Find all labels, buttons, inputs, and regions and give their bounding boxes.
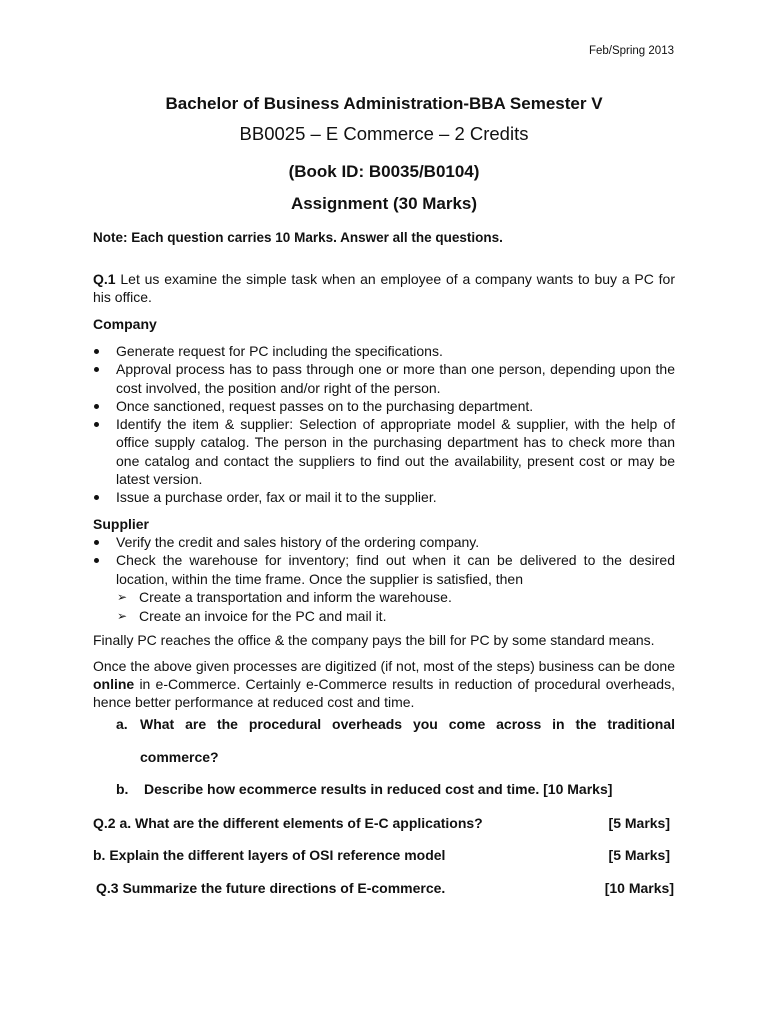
- company-list: [93, 342, 675, 507]
- supplier-sublist: [117, 588, 677, 625]
- q3-text: Q.3 Summarize the future directions of E-commerce.: [96, 880, 446, 896]
- q2b-text: b. Explain the different layers of OSI reference model: [93, 847, 446, 863]
- finally-paragraph: Finally PC reaches the office & the company pays the bill for PC by some standard means.: [93, 632, 655, 648]
- book-id: (Book ID: B0035/B0104): [288, 162, 480, 181]
- q1-intro-text: Let us examine the simple task when an employee of a company wants to buy a PC for his office.: [93, 271, 675, 305]
- q2b-row: [93, 847, 670, 863]
- program-title: Bachelor of Business Administration-BBA Semester V: [165, 94, 603, 113]
- part-b-text: Describe how ecommerce results in reduced cost and time. [10 Marks]: [144, 781, 613, 797]
- part-a-line1: What are the procedural overheads you come across in the traditional: [140, 716, 675, 732]
- digitized-text-bold: online: [93, 676, 135, 692]
- supplier-list: [93, 533, 675, 588]
- q2a-row: [93, 815, 670, 831]
- q1-label: Q.1: [93, 271, 116, 287]
- digitized-paragraph: [93, 657, 675, 711]
- list-item: ➢ Create a transportation and inform the warehouse.: [117, 588, 677, 607]
- list-item: Once sanctioned, request passes on to the purchasing department.: [93, 397, 675, 415]
- header-date: Feb/Spring 2013: [588, 45, 674, 57]
- part-b-letter: b.: [116, 781, 129, 797]
- list-item: Generate request for PC including the specifications.: [93, 342, 675, 360]
- q3-row: [96, 880, 674, 896]
- list-item: ➢ Create an invoice for the PC and mail it.: [117, 607, 677, 626]
- q1-intro: [93, 270, 675, 306]
- supplier-heading: Supplier: [93, 516, 150, 532]
- part-a-letter: a.: [116, 716, 128, 732]
- course-title: BB0025 – E Commerce – 2 Credits: [239, 123, 529, 144]
- list-item: Issue a purchase order, fax or mail it to the supplier.: [93, 488, 675, 506]
- q2a-marks: [5 Marks]: [608, 815, 670, 831]
- q2a-text: Q.2 a. What are the different elements of E-C applications?: [93, 815, 483, 831]
- q3-marks: [10 Marks]: [604, 880, 674, 896]
- list-item: Verify the credit and sales history of the ordering company.: [93, 533, 675, 551]
- digitized-text-pre: Once the above given processes are digitized (if not, most of the steps) business can be done: [93, 658, 675, 674]
- company-heading: Company: [93, 316, 157, 332]
- list-item: Approval process has to pass through one or more than one person, depending upon the cost involved, the position and/or right of the person.: [93, 360, 675, 397]
- assignment-title: Assignment (30 Marks): [290, 194, 478, 213]
- note: Note: Each question carries 10 Marks. Answer all the questions.: [93, 230, 503, 245]
- list-item: Check the warehouse for inventory; find out when it can be delivered to the desired location, within the time frame. Once the supplier is satisfied, then: [93, 551, 675, 588]
- digitized-text-post: in e-Commerce. Certainly e-Commerce results in reduction of procedural overheads, hence better performance at reduced cost and time.: [93, 676, 675, 710]
- list-item: Identify the item & supplier: Selection of appropriate model & supplier, with the help of office supply catalog. The person in the purchasing department has to check more than one catalog and contact the suppliers to find out the availability, present cost or may be latest version.: [93, 415, 675, 488]
- part-a-line2: commerce?: [140, 749, 219, 765]
- q2b-marks: [5 Marks]: [608, 847, 670, 863]
